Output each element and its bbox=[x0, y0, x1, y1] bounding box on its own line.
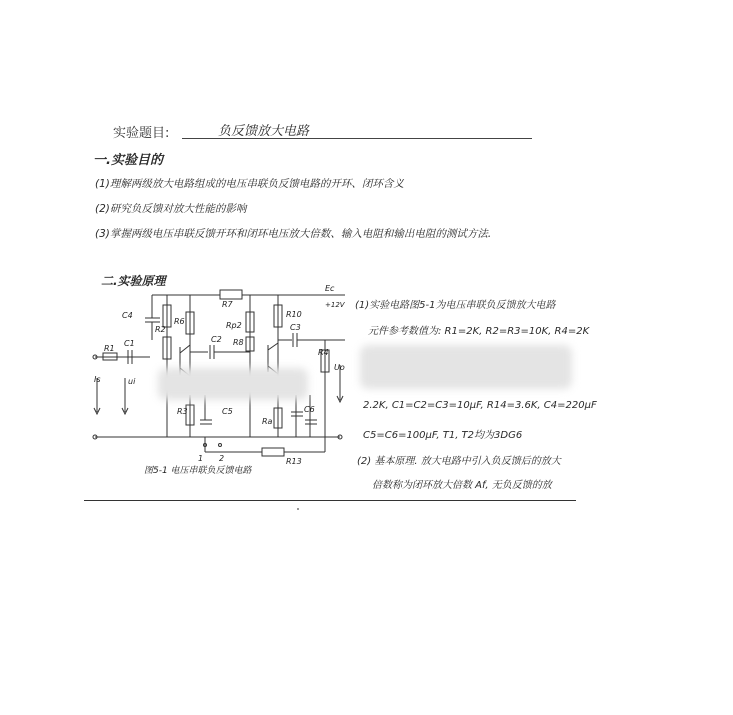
label-rp2: Rp2 bbox=[226, 321, 242, 330]
page-bottom-rule bbox=[84, 500, 576, 501]
resistor-r13 bbox=[262, 448, 284, 456]
label-ec: Ec bbox=[325, 284, 335, 293]
objective-item-1: (1)理解两级放大电路组成的电压串联负反馈电路的开环、闭环含义 bbox=[95, 178, 404, 190]
label-is: Is bbox=[94, 375, 101, 384]
title-underline bbox=[182, 138, 532, 139]
principle-line-6: 倍数称为闭环放大倍数 Af, 无负反馈的放 bbox=[372, 480, 552, 491]
principle-line-5: (2) 基本原理. 放大电路中引入负反馈后的放大 bbox=[357, 456, 561, 467]
label-r10: R10 bbox=[286, 310, 302, 319]
label-c5: C5 bbox=[222, 407, 233, 416]
label-c2: C2 bbox=[211, 335, 222, 344]
title-value: 负反馈放大电路 bbox=[218, 124, 310, 139]
label-c3: C3 bbox=[290, 323, 301, 332]
label-r6: R6 bbox=[174, 317, 185, 326]
label-r3: R3 bbox=[177, 407, 188, 416]
label-c6: C6 bbox=[304, 405, 315, 414]
label-r7: R7 bbox=[222, 300, 233, 309]
label-supply: +12V bbox=[325, 301, 345, 309]
scan-dot bbox=[297, 508, 299, 510]
label-r1: R1 bbox=[104, 344, 115, 353]
objective-item-3: (3)掌握两级电压串联反馈开环和闭环电压放大倍数、输入电阻和输出电阻的测试方法. bbox=[95, 228, 492, 240]
label-r4: R4 bbox=[318, 348, 329, 357]
resistor-r7 bbox=[220, 290, 242, 299]
label-r2: R2 bbox=[155, 325, 166, 334]
title-label: 实验题目: bbox=[113, 126, 170, 141]
label-node-1: 1 bbox=[198, 454, 204, 463]
principle-line-1: (1)实验电路图5-1为电压串联负反馈放大电路 bbox=[355, 300, 556, 311]
section-1-heading: 一.实验目的 bbox=[93, 153, 163, 168]
label-r8: R8 bbox=[233, 338, 244, 347]
section-2-heading: 二.实验原理 bbox=[101, 274, 166, 288]
label-c4: C4 bbox=[122, 311, 133, 320]
figure-caption: 图5-1 电压串联负反馈电路 bbox=[144, 466, 252, 476]
label-ra: Ra bbox=[262, 417, 273, 426]
principle-line-4: C5=C6=100μF, T1, T2均为3DG6 bbox=[363, 430, 523, 441]
objective-item-2: (2)研究负反馈对放大性能的影响 bbox=[95, 203, 247, 215]
principle-line-3: 2.2K, C1=C2=C3=10μF, R14=3.6K, C4=220μF bbox=[363, 400, 597, 411]
label-ui: ui bbox=[128, 377, 136, 386]
label-uo: Uo bbox=[334, 363, 345, 372]
label-node-2: 2 bbox=[219, 454, 225, 463]
label-c1: C1 bbox=[124, 339, 135, 348]
redacted-region-circuit bbox=[158, 368, 308, 400]
principle-line-2: 元件参考数值为: R1=2K, R2=R3=10K, R4=2K bbox=[368, 326, 590, 337]
label-r13: R13 bbox=[286, 457, 302, 466]
redacted-region-text bbox=[360, 345, 572, 389]
